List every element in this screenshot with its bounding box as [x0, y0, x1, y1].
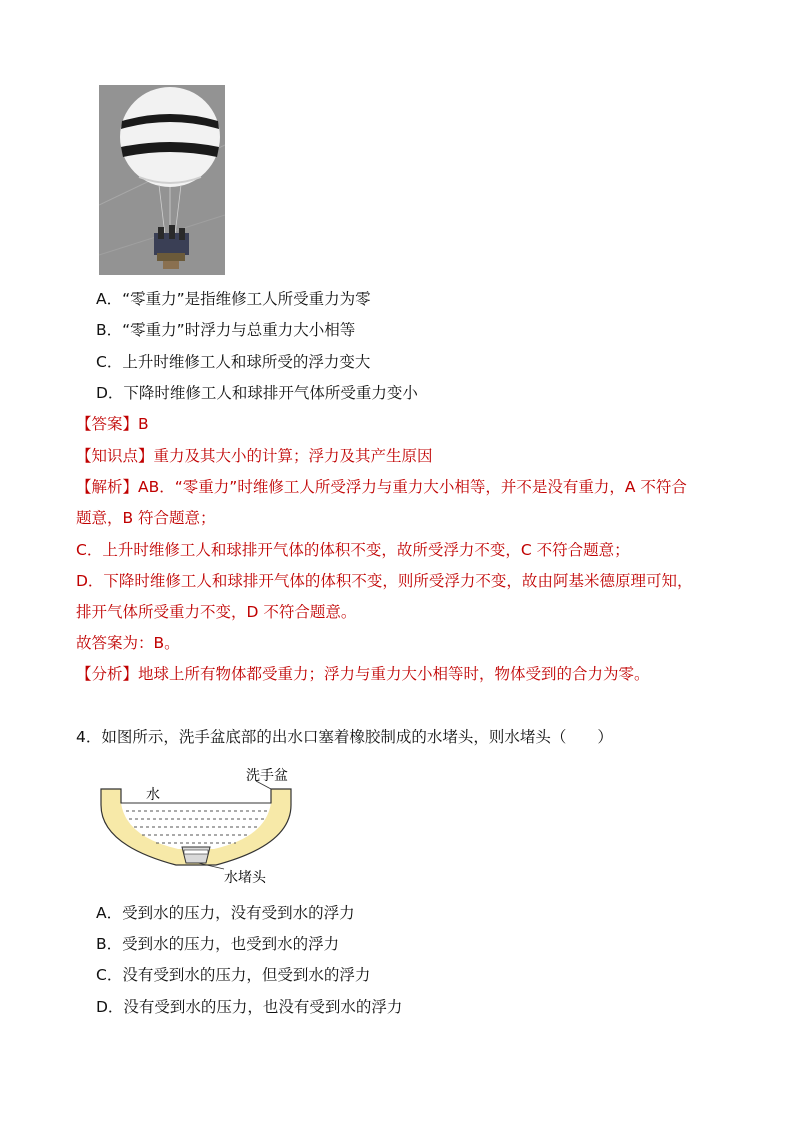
- q4-option-d: D．没有受到水的压力，也没有受到水的浮力: [96, 998, 403, 1016]
- analysis-line-3: C．上升时维修工人和球排开气体的体积不变，故所受浮力不变，C 不符合题意；: [76, 541, 630, 559]
- knowledge-row: [76, 446, 433, 466]
- basin-diagram: [96, 765, 296, 885]
- answer-row: [76, 414, 149, 434]
- balloon-photo: [99, 85, 225, 275]
- knowledge-value: 重力及其大小的计算；浮力及其产生原因: [153, 447, 433, 465]
- analysis-line-5: 排开气体所受重力不变，D 不符合题意。: [76, 603, 357, 621]
- analysis-line-4: D．下降时维修工人和球排开气体的体积不变，则所受浮力不变，故由阿基米德原理可知，: [76, 572, 693, 590]
- label-water: 水: [146, 787, 160, 803]
- q4-option-c: C．没有受到水的压力，但受到水的浮力: [96, 966, 371, 984]
- q3-option-d: D．下降时维修工人和球排开气体所受重力变小: [96, 384, 418, 402]
- fenxi-label: 【分析】: [76, 665, 139, 683]
- q4-option-a: A．受到水的压力，没有受到水的浮力: [96, 904, 355, 922]
- fenxi-row: [76, 664, 650, 684]
- label-plug: 水堵头: [224, 870, 266, 885]
- answer-label: 【答案】: [76, 415, 139, 433]
- q3-option-c: C．上升时维修工人和球所受的浮力变大: [96, 353, 371, 371]
- label-basin: 洗手盆: [246, 768, 288, 784]
- analysis-text-1: AB．“零重力”时维修工人所受浮力与重力大小相等，并不是没有重力，A 不符合: [138, 478, 687, 496]
- answer-value: B: [138, 415, 149, 433]
- analysis-line-1: [76, 477, 687, 497]
- q3-option-a: A．“零重力”是指维修工人所受重力为零: [96, 290, 371, 308]
- q4-option-b: B．受到水的压力，也受到水的浮力: [96, 935, 340, 953]
- conclusion-line: 故答案为：B。: [76, 634, 180, 652]
- fenxi-value: 地球上所有物体都受重力；浮力与重力大小相等时，物体受到的合力为零。: [138, 665, 650, 683]
- q4-stem: 4．如图所示，洗手盆底部的出水口塞着橡胶制成的水堵头，则水堵头（ ）: [76, 728, 613, 746]
- knowledge-label: 【知识点】: [76, 447, 154, 465]
- analysis-label: 【解析】: [76, 478, 139, 496]
- analysis-line-2: 题意，B 符合题意；: [76, 509, 216, 527]
- q3-option-b: B．“零重力”时浮力与总重力大小相等: [96, 321, 356, 339]
